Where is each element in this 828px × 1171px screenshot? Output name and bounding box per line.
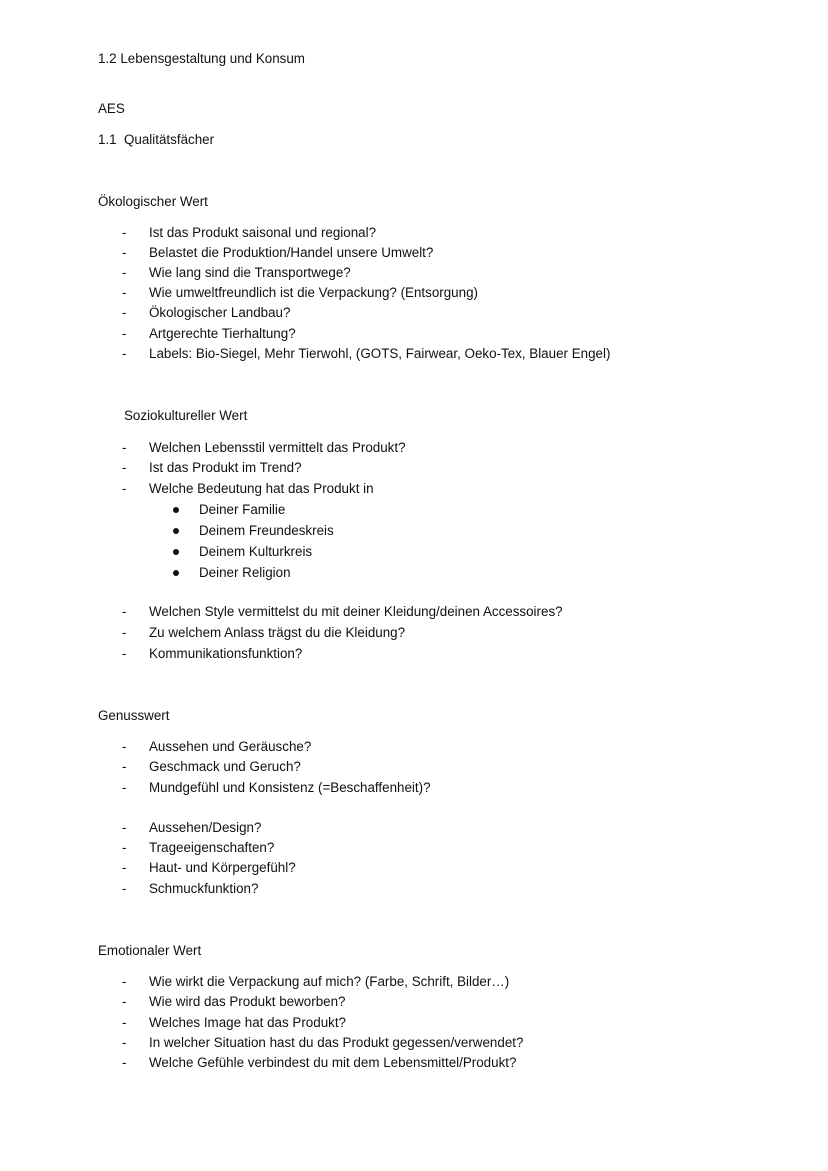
- sub-list-item: Deinem Freundeskreis: [199, 523, 334, 538]
- list-item: Welche Bedeutung hat das Produkt in: [149, 481, 374, 496]
- dash-marker: -: [122, 994, 127, 1009]
- dash-marker: -: [122, 265, 127, 280]
- subsection-title: Qualitätsfächer: [124, 132, 215, 147]
- dash-marker: -: [122, 840, 127, 855]
- list-item: Wie umweltfreundlich ist die Verpackung? (Entsorgung): [149, 285, 478, 300]
- dash-marker: -: [122, 820, 127, 835]
- list-item: Zu welchem Anlass trägst du die Kleidung?: [149, 625, 406, 640]
- list-item: Haut- und Körpergefühl?: [149, 860, 296, 875]
- list-item: Welche Gefühle verbindest du mit dem Lebensmittel/Produkt?: [149, 1055, 517, 1070]
- list-item: Aussehen/Design?: [149, 820, 262, 835]
- list-item: Schmuckfunktion?: [149, 881, 259, 896]
- list-item: Ist das Produkt im Trend?: [149, 460, 302, 475]
- dash-marker: -: [122, 739, 127, 754]
- subsection-number: 1.1: [98, 132, 117, 147]
- sub-list-item: Deiner Religion: [199, 565, 291, 580]
- bullet-icon: [173, 507, 179, 513]
- dash-marker: -: [122, 346, 127, 361]
- dash-marker: -: [122, 245, 127, 260]
- list-item: Geschmack und Geruch?: [149, 759, 301, 774]
- dash-marker: -: [122, 604, 127, 619]
- list-item: Ökologischer Landbau?: [149, 305, 291, 320]
- dash-marker: -: [122, 1055, 127, 1070]
- dash-marker: -: [122, 974, 127, 989]
- sub-list-item: Deinem Kulturkreis: [199, 544, 313, 559]
- dash-marker: -: [122, 881, 127, 896]
- dash-marker: -: [122, 625, 127, 640]
- list-item: In welcher Situation hast du das Produkt gegessen/verwendet?: [149, 1035, 524, 1050]
- list-item: Artgerechte Tierhaltung?: [149, 326, 296, 341]
- dash-marker: -: [122, 225, 127, 240]
- dash-marker: -: [122, 481, 127, 496]
- list-item: Aussehen und Geräusche?: [149, 739, 312, 754]
- bullet-icon: [173, 570, 179, 576]
- dash-marker: -: [122, 759, 127, 774]
- dash-marker: -: [122, 440, 127, 455]
- list-item: Mundgefühl und Konsistenz (=Beschaffenheit)?: [149, 780, 431, 795]
- dash-marker: -: [122, 780, 127, 795]
- list-item: Belastet die Produktion/Handel unsere Umwelt?: [149, 245, 434, 260]
- list-item: Welchen Style vermittelst du mit deiner Kleidung/deinen Accessoires?: [149, 604, 563, 619]
- dash-marker: -: [122, 1035, 127, 1050]
- dash-marker: -: [122, 305, 127, 320]
- dash-marker: -: [122, 285, 127, 300]
- bullet-icon: [173, 528, 179, 534]
- list-item: Ist das Produkt saisonal und regional?: [149, 225, 377, 240]
- list-item: Labels: Bio-Siegel, Mehr Tierwohl, (GOTS, Fairwear, Oeko-Tex, Blauer Engel): [149, 346, 611, 361]
- list-item: Welches Image hat das Produkt?: [149, 1015, 347, 1030]
- section-heading-oekologisch: Ökologischer Wert: [98, 194, 208, 209]
- dash-marker: -: [122, 1015, 127, 1030]
- list-item: Wie wird das Produkt beworben?: [149, 994, 346, 1009]
- list-item: Kommunikationsfunktion?: [149, 646, 303, 661]
- list-item: Trageeigenschaften?: [149, 840, 275, 855]
- dash-marker: -: [122, 860, 127, 875]
- list-item: Welchen Lebensstil vermittelt das Produkt?: [149, 440, 406, 455]
- document-title: 1.2 Lebensgestaltung und Konsum: [98, 51, 305, 66]
- list-item: Wie lang sind die Transportwege?: [149, 265, 351, 280]
- section-heading-emotional: Emotionaler Wert: [98, 943, 202, 958]
- list-item: Wie wirkt die Verpackung auf mich? (Farbe, Schrift, Bilder…): [149, 974, 510, 989]
- aes-label: AES: [98, 101, 125, 116]
- bullet-icon: [173, 549, 179, 555]
- dash-marker: -: [122, 460, 127, 475]
- dash-marker: -: [122, 646, 127, 661]
- section-heading-genuss: Genusswert: [98, 708, 170, 723]
- sub-list-item: Deiner Familie: [199, 502, 286, 517]
- dash-marker: -: [122, 326, 127, 341]
- section-heading-soziokulturell: Soziokultureller Wert: [124, 408, 248, 423]
